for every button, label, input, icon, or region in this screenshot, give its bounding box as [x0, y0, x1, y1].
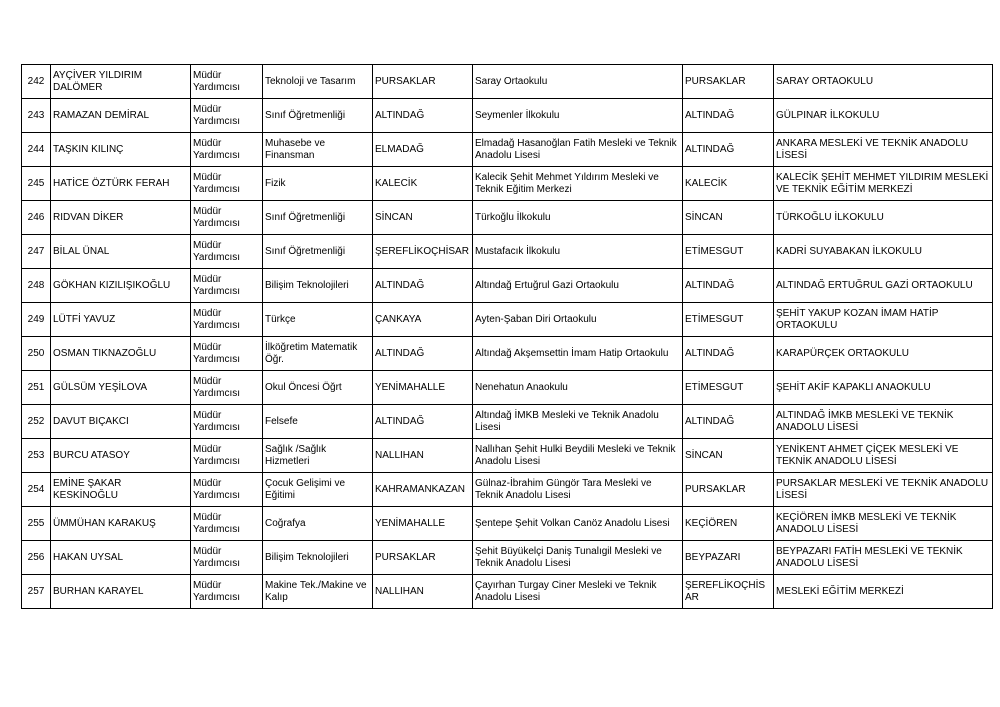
current-school-cell: Şehit Büyükelçi Daniş Tunalıgil Mesleki ve Teknik Anadolu Lisesi: [473, 541, 683, 575]
row-number-cell: 245: [22, 167, 51, 201]
table-row: [22, 235, 993, 269]
new-school-cell: ALTINDAĞ ERTUĞRUL GAZİ ORTAOKULU: [774, 269, 993, 303]
assignment-table: [21, 64, 993, 609]
table-row: [22, 575, 993, 609]
row-number-cell: 246: [22, 201, 51, 235]
table-row: [22, 405, 993, 439]
branch-name-cell: Muhasebe ve Finansman: [263, 133, 373, 167]
current-district-cell: ALTINDAĞ: [373, 337, 473, 371]
person-name-cell: BİLAL ÜNAL: [51, 235, 191, 269]
position-title-cell: Müdür Yardımcısı: [191, 575, 263, 609]
position-title-cell: Müdür Yardımcısı: [191, 439, 263, 473]
table-body: [22, 65, 993, 609]
new-district-cell: PURSAKLAR: [683, 473, 774, 507]
position-title-cell: Müdür Yardımcısı: [191, 269, 263, 303]
person-name-cell: BURCU ATASOY: [51, 439, 191, 473]
current-school-cell: Çayırhan Turgay Ciner Mesleki ve Teknik Anadolu Lisesi: [473, 575, 683, 609]
current-district-cell: KALECİK: [373, 167, 473, 201]
branch-name-cell: Bilişim Teknolojileri: [263, 541, 373, 575]
person-name-cell: DAVUT BIÇAKCI: [51, 405, 191, 439]
new-district-cell: ŞEREFLİKOÇHİSAR: [683, 575, 774, 609]
table-row: [22, 133, 993, 167]
row-number-cell: 250: [22, 337, 51, 371]
branch-name-cell: Felsefe: [263, 405, 373, 439]
row-number-cell: 244: [22, 133, 51, 167]
table-row: [22, 507, 993, 541]
person-name-cell: RIDVAN DİKER: [51, 201, 191, 235]
position-title-cell: Müdür Yardımcısı: [191, 371, 263, 405]
branch-name-cell: Sağlık /Sağlık Hizmetleri: [263, 439, 373, 473]
row-number-cell: 242: [22, 65, 51, 99]
branch-name-cell: Okul Öncesi Öğrt: [263, 371, 373, 405]
table-row: [22, 337, 993, 371]
row-number-cell: 255: [22, 507, 51, 541]
person-name-cell: TAŞKIN KILINÇ: [51, 133, 191, 167]
person-name-cell: AYÇİVER YILDIRIM DALÖMER: [51, 65, 191, 99]
new-school-cell: TÜRKOĞLU İLKOKULU: [774, 201, 993, 235]
current-district-cell: ÇANKAYA: [373, 303, 473, 337]
position-title-cell: Müdür Yardımcısı: [191, 133, 263, 167]
row-number-cell: 251: [22, 371, 51, 405]
branch-name-cell: Fizik: [263, 167, 373, 201]
current-district-cell: ELMADAĞ: [373, 133, 473, 167]
current-school-cell: Altındağ İMKB Mesleki ve Teknik Anadolu Lisesi: [473, 405, 683, 439]
new-district-cell: BEYPAZARI: [683, 541, 774, 575]
table-row: [22, 303, 993, 337]
current-school-cell: Elmadağ Hasanoğlan Fatih Mesleki ve Teknik Anadolu Lisesi: [473, 133, 683, 167]
person-name-cell: GÜLSÜM YEŞİLOVA: [51, 371, 191, 405]
current-district-cell: PURSAKLAR: [373, 65, 473, 99]
new-school-cell: GÜLPINAR İLKOKULU: [774, 99, 993, 133]
current-school-cell: Mustafacık İlkokulu: [473, 235, 683, 269]
row-number-cell: 243: [22, 99, 51, 133]
new-school-cell: PURSAKLAR MESLEKİ VE TEKNİK ANADOLU LİSESİ: [774, 473, 993, 507]
table-row: [22, 439, 993, 473]
position-title-cell: Müdür Yardımcısı: [191, 65, 263, 99]
table-row: [22, 371, 993, 405]
current-district-cell: PURSAKLAR: [373, 541, 473, 575]
person-name-cell: GÖKHAN KIZILIŞIKOĞLU: [51, 269, 191, 303]
person-name-cell: BURHAN KARAYEL: [51, 575, 191, 609]
new-district-cell: ALTINDAĞ: [683, 99, 774, 133]
current-district-cell: ALTINDAĞ: [373, 405, 473, 439]
new-school-cell: KALECİK ŞEHİT MEHMET YILDIRIM MESLEKİ VE TEKNİK EĞİTİM MERKEZİ: [774, 167, 993, 201]
current-school-cell: Kalecik Şehit Mehmet Yıldırım Mesleki ve Teknik Eğitim Merkezi: [473, 167, 683, 201]
table-row: [22, 269, 993, 303]
position-title-cell: Müdür Yardımcısı: [191, 405, 263, 439]
current-school-cell: Nallıhan Şehit Hulki Beydili Mesleki ve Teknik Anadolu Lisesi: [473, 439, 683, 473]
current-district-cell: NALLIHAN: [373, 575, 473, 609]
table-row: [22, 167, 993, 201]
new-school-cell: ALTINDAĞ İMKB MESLEKİ VE TEKNİK ANADOLU LİSESİ: [774, 405, 993, 439]
new-school-cell: KEÇİÖREN İMKB MESLEKİ VE TEKNİK ANADOLU LİSESİ: [774, 507, 993, 541]
current-district-cell: NALLIHAN: [373, 439, 473, 473]
branch-name-cell: Sınıf Öğretmenliği: [263, 99, 373, 133]
current-school-cell: Altındağ Akşemsettin İmam Hatip Ortaokulu: [473, 337, 683, 371]
current-school-cell: Gülnaz-İbrahim Güngör Tara Mesleki ve Teknik Anadolu Lisesi: [473, 473, 683, 507]
new-district-cell: PURSAKLAR: [683, 65, 774, 99]
person-name-cell: OSMAN TIKNAZOĞLU: [51, 337, 191, 371]
current-school-cell: Altındağ Ertuğrul Gazi Ortaokulu: [473, 269, 683, 303]
new-school-cell: MESLEKİ EĞİTİM MERKEZİ: [774, 575, 993, 609]
current-district-cell: ŞEREFLİKOÇHİSAR: [373, 235, 473, 269]
row-number-cell: 249: [22, 303, 51, 337]
new-school-cell: ŞEHİT AKİF KAPAKLI ANAOKULU: [774, 371, 993, 405]
current-district-cell: KAHRAMANKAZAN: [373, 473, 473, 507]
new-district-cell: ALTINDAĞ: [683, 133, 774, 167]
new-school-cell: BEYPAZARI FATİH MESLEKİ VE TEKNİK ANADOLU LİSESİ: [774, 541, 993, 575]
branch-name-cell: Bilişim Teknolojileri: [263, 269, 373, 303]
branch-name-cell: Sınıf Öğretmenliği: [263, 235, 373, 269]
person-name-cell: ÜMMÜHAN KARAKUŞ: [51, 507, 191, 541]
row-number-cell: 252: [22, 405, 51, 439]
current-district-cell: ALTINDAĞ: [373, 269, 473, 303]
branch-name-cell: Makine Tek./Makine ve Kalıp: [263, 575, 373, 609]
row-number-cell: 253: [22, 439, 51, 473]
branch-name-cell: İlköğretim Matematik Öğr.: [263, 337, 373, 371]
person-name-cell: HAKAN UYSAL: [51, 541, 191, 575]
current-school-cell: Türkoğlu İlkokulu: [473, 201, 683, 235]
position-title-cell: Müdür Yardımcısı: [191, 337, 263, 371]
branch-name-cell: Teknoloji ve Tasarım: [263, 65, 373, 99]
new-district-cell: ALTINDAĞ: [683, 405, 774, 439]
table-row: [22, 99, 993, 133]
current-school-cell: Nenehatun Anaokulu: [473, 371, 683, 405]
person-name-cell: HATİCE ÖZTÜRK FERAH: [51, 167, 191, 201]
branch-name-cell: Türkçe: [263, 303, 373, 337]
table-row: [22, 201, 993, 235]
new-district-cell: SİNCAN: [683, 439, 774, 473]
position-title-cell: Müdür Yardımcısı: [191, 303, 263, 337]
position-title-cell: Müdür Yardımcısı: [191, 541, 263, 575]
position-title-cell: Müdür Yardımcısı: [191, 99, 263, 133]
position-title-cell: Müdür Yardımcısı: [191, 507, 263, 541]
current-school-cell: Şentepe Şehit Volkan Canöz Anadolu Lisesi: [473, 507, 683, 541]
new-district-cell: ALTINDAĞ: [683, 269, 774, 303]
position-title-cell: Müdür Yardımcısı: [191, 201, 263, 235]
table-row: [22, 541, 993, 575]
current-school-cell: Seymenler İlkokulu: [473, 99, 683, 133]
new-district-cell: KEÇİÖREN: [683, 507, 774, 541]
row-number-cell: 247: [22, 235, 51, 269]
branch-name-cell: Coğrafya: [263, 507, 373, 541]
new-district-cell: ETİMESGUT: [683, 371, 774, 405]
person-name-cell: RAMAZAN DEMİRAL: [51, 99, 191, 133]
person-name-cell: LÜTFİ YAVUZ: [51, 303, 191, 337]
new-district-cell: ETİMESGUT: [683, 303, 774, 337]
new-school-cell: YENİKENT AHMET ÇİÇEK MESLEKİ VE TEKNİK ANADOLU LİSESİ: [774, 439, 993, 473]
new-school-cell: ŞEHİT YAKUP KOZAN İMAM HATİP ORTAOKULU: [774, 303, 993, 337]
current-school-cell: Saray Ortaokulu: [473, 65, 683, 99]
new-school-cell: ANKARA MESLEKİ VE TEKNİK ANADOLU LİSESİ: [774, 133, 993, 167]
new-district-cell: SİNCAN: [683, 201, 774, 235]
position-title-cell: Müdür Yardımcısı: [191, 235, 263, 269]
new-school-cell: KARAPÜRÇEK ORTAOKULU: [774, 337, 993, 371]
person-name-cell: EMİNE ŞAKAR KESKİNOĞLU: [51, 473, 191, 507]
new-district-cell: ALTINDAĞ: [683, 337, 774, 371]
current-district-cell: YENİMAHALLE: [373, 371, 473, 405]
new-school-cell: SARAY ORTAOKULU: [774, 65, 993, 99]
table-row: [22, 473, 993, 507]
branch-name-cell: Sınıf Öğretmenliği: [263, 201, 373, 235]
current-district-cell: YENİMAHALLE: [373, 507, 473, 541]
current-district-cell: ALTINDAĞ: [373, 99, 473, 133]
new-school-cell: KADRİ SUYABAKAN İLKOKULU: [774, 235, 993, 269]
current-district-cell: SİNCAN: [373, 201, 473, 235]
row-number-cell: 248: [22, 269, 51, 303]
new-district-cell: ETİMESGUT: [683, 235, 774, 269]
row-number-cell: 254: [22, 473, 51, 507]
row-number-cell: 257: [22, 575, 51, 609]
position-title-cell: Müdür Yardımcısı: [191, 473, 263, 507]
current-school-cell: Ayten-Şaban Diri Ortaokulu: [473, 303, 683, 337]
row-number-cell: 256: [22, 541, 51, 575]
position-title-cell: Müdür Yardımcısı: [191, 167, 263, 201]
branch-name-cell: Çocuk Gelişimi ve Eğitimi: [263, 473, 373, 507]
table-row: [22, 65, 993, 99]
new-district-cell: KALECİK: [683, 167, 774, 201]
